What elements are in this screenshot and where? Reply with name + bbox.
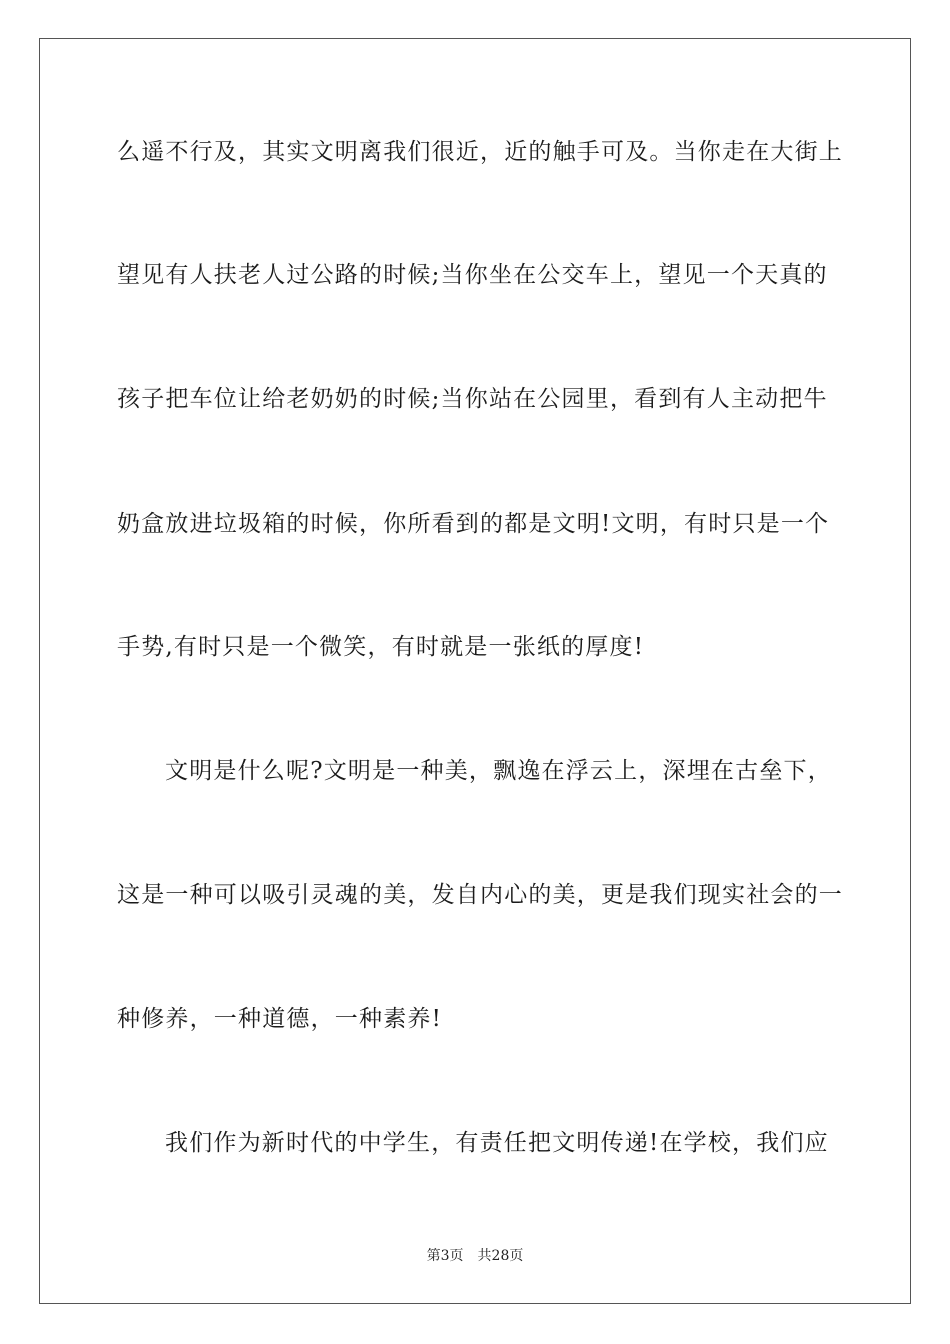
text-line-8: 种修养，一种道德，一种素养!	[117, 1006, 443, 1032]
text-line-5: 手势,有时只是一个微笑，有时就是一张纸的厚度!	[117, 634, 645, 660]
text-line-1: 么遥不行及，其实文明离我们很近，近的触手可及。当你走在大街上	[117, 139, 843, 165]
text-line-7: 这是一种可以吸引灵魂的美，发自内心的美，更是我们现实社会的一	[117, 882, 843, 908]
text-line-2: 望见有人扶老人过公路的时候;当你坐在公交车上，望见一个天真的	[117, 262, 828, 288]
page-footer	[0, 1246, 950, 1266]
text-line-9-paragraph-start: 我们作为新时代的中学生，有责任把文明传递!在学校，我们应	[165, 1130, 829, 1156]
page-frame	[39, 38, 911, 1304]
total-pages: 共28页	[477, 1248, 524, 1264]
text-line-4: 奶盒放进垃圾箱的时候，你所看到的都是文明!文明，有时只是一个	[117, 511, 830, 537]
text-line-6-paragraph-start: 文明是什么呢?文明是一种美，飘逸在浮云上，深埋在古垒下，	[165, 758, 832, 784]
page-number: 第3页	[426, 1248, 464, 1264]
text-line-3: 孩子把车位让给老奶奶的时候;当你站在公园里，看到有人主动把牛	[117, 386, 828, 412]
